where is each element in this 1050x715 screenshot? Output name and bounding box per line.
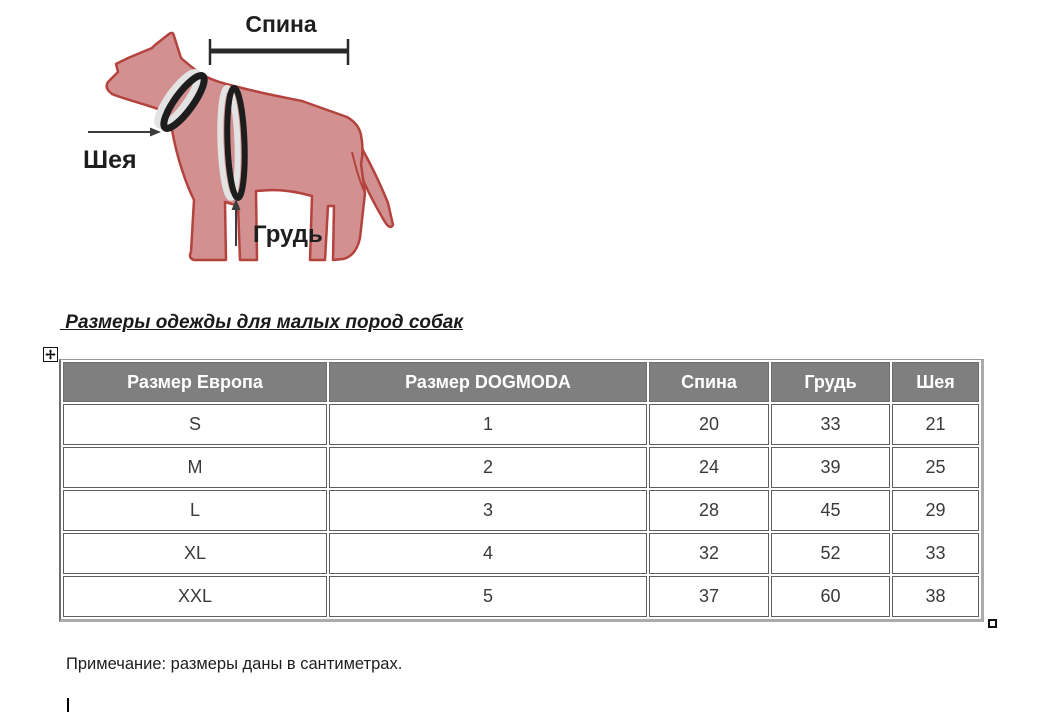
cell-dogmoda[interactable]: 5 — [329, 576, 647, 617]
cell-neck[interactable]: 33 — [892, 533, 979, 574]
cell-back[interactable]: 32 — [649, 533, 769, 574]
cell-dogmoda[interactable]: 1 — [329, 404, 647, 445]
chest-label: Грудь — [253, 221, 323, 248]
cell-chest[interactable]: 33 — [771, 404, 890, 445]
cell-back[interactable]: 37 — [649, 576, 769, 617]
cell-neck[interactable]: 25 — [892, 447, 979, 488]
header-size-dogmoda[interactable]: Размер DOGMODA — [329, 362, 647, 402]
back-measure-line — [210, 39, 348, 65]
header-row — [63, 362, 979, 402]
table-move-icon[interactable] — [43, 347, 58, 362]
section-title: Размеры одежды для малых пород собак — [60, 312, 463, 333]
cell-neck[interactable]: 21 — [892, 404, 979, 445]
cell-europe[interactable]: XXL — [63, 576, 327, 617]
text-cursor — [67, 698, 69, 712]
table-row — [63, 404, 979, 445]
neck-arrow-icon — [88, 128, 161, 137]
table-row — [63, 576, 979, 617]
cell-chest[interactable]: 60 — [771, 576, 890, 617]
cell-europe[interactable]: S — [63, 404, 327, 445]
cell-dogmoda[interactable]: 2 — [329, 447, 647, 488]
cell-neck[interactable]: 38 — [892, 576, 979, 617]
note-text: Примечание: размеры даны в сантиметрах. — [66, 655, 403, 673]
neck-label: Шея — [83, 146, 137, 174]
back-label: Спина — [245, 11, 317, 37]
table-row — [63, 533, 979, 574]
cell-chest[interactable]: 39 — [771, 447, 890, 488]
cell-europe[interactable]: M — [63, 447, 327, 488]
header-back[interactable]: Спина — [649, 362, 769, 402]
header-neck[interactable]: Шея — [892, 362, 979, 402]
cell-chest[interactable]: 52 — [771, 533, 890, 574]
size-table — [59, 359, 984, 622]
cell-dogmoda[interactable]: 3 — [329, 490, 647, 531]
dog-diagram — [60, 0, 405, 280]
header-chest[interactable]: Грудь — [771, 362, 890, 402]
cell-europe[interactable]: L — [63, 490, 327, 531]
cell-dogmoda[interactable]: 4 — [329, 533, 647, 574]
table-resize-handle[interactable] — [988, 619, 997, 628]
cell-back[interactable]: 24 — [649, 447, 769, 488]
table-row — [63, 490, 979, 531]
header-size-europe[interactable]: Размер Европа — [63, 362, 327, 402]
cell-back[interactable]: 20 — [649, 404, 769, 445]
table-row — [63, 447, 979, 488]
cell-back[interactable]: 28 — [649, 490, 769, 531]
move-cross-icon — [45, 349, 56, 360]
cell-chest[interactable]: 45 — [771, 490, 890, 531]
cell-neck[interactable]: 29 — [892, 490, 979, 531]
cell-europe[interactable]: XL — [63, 533, 327, 574]
